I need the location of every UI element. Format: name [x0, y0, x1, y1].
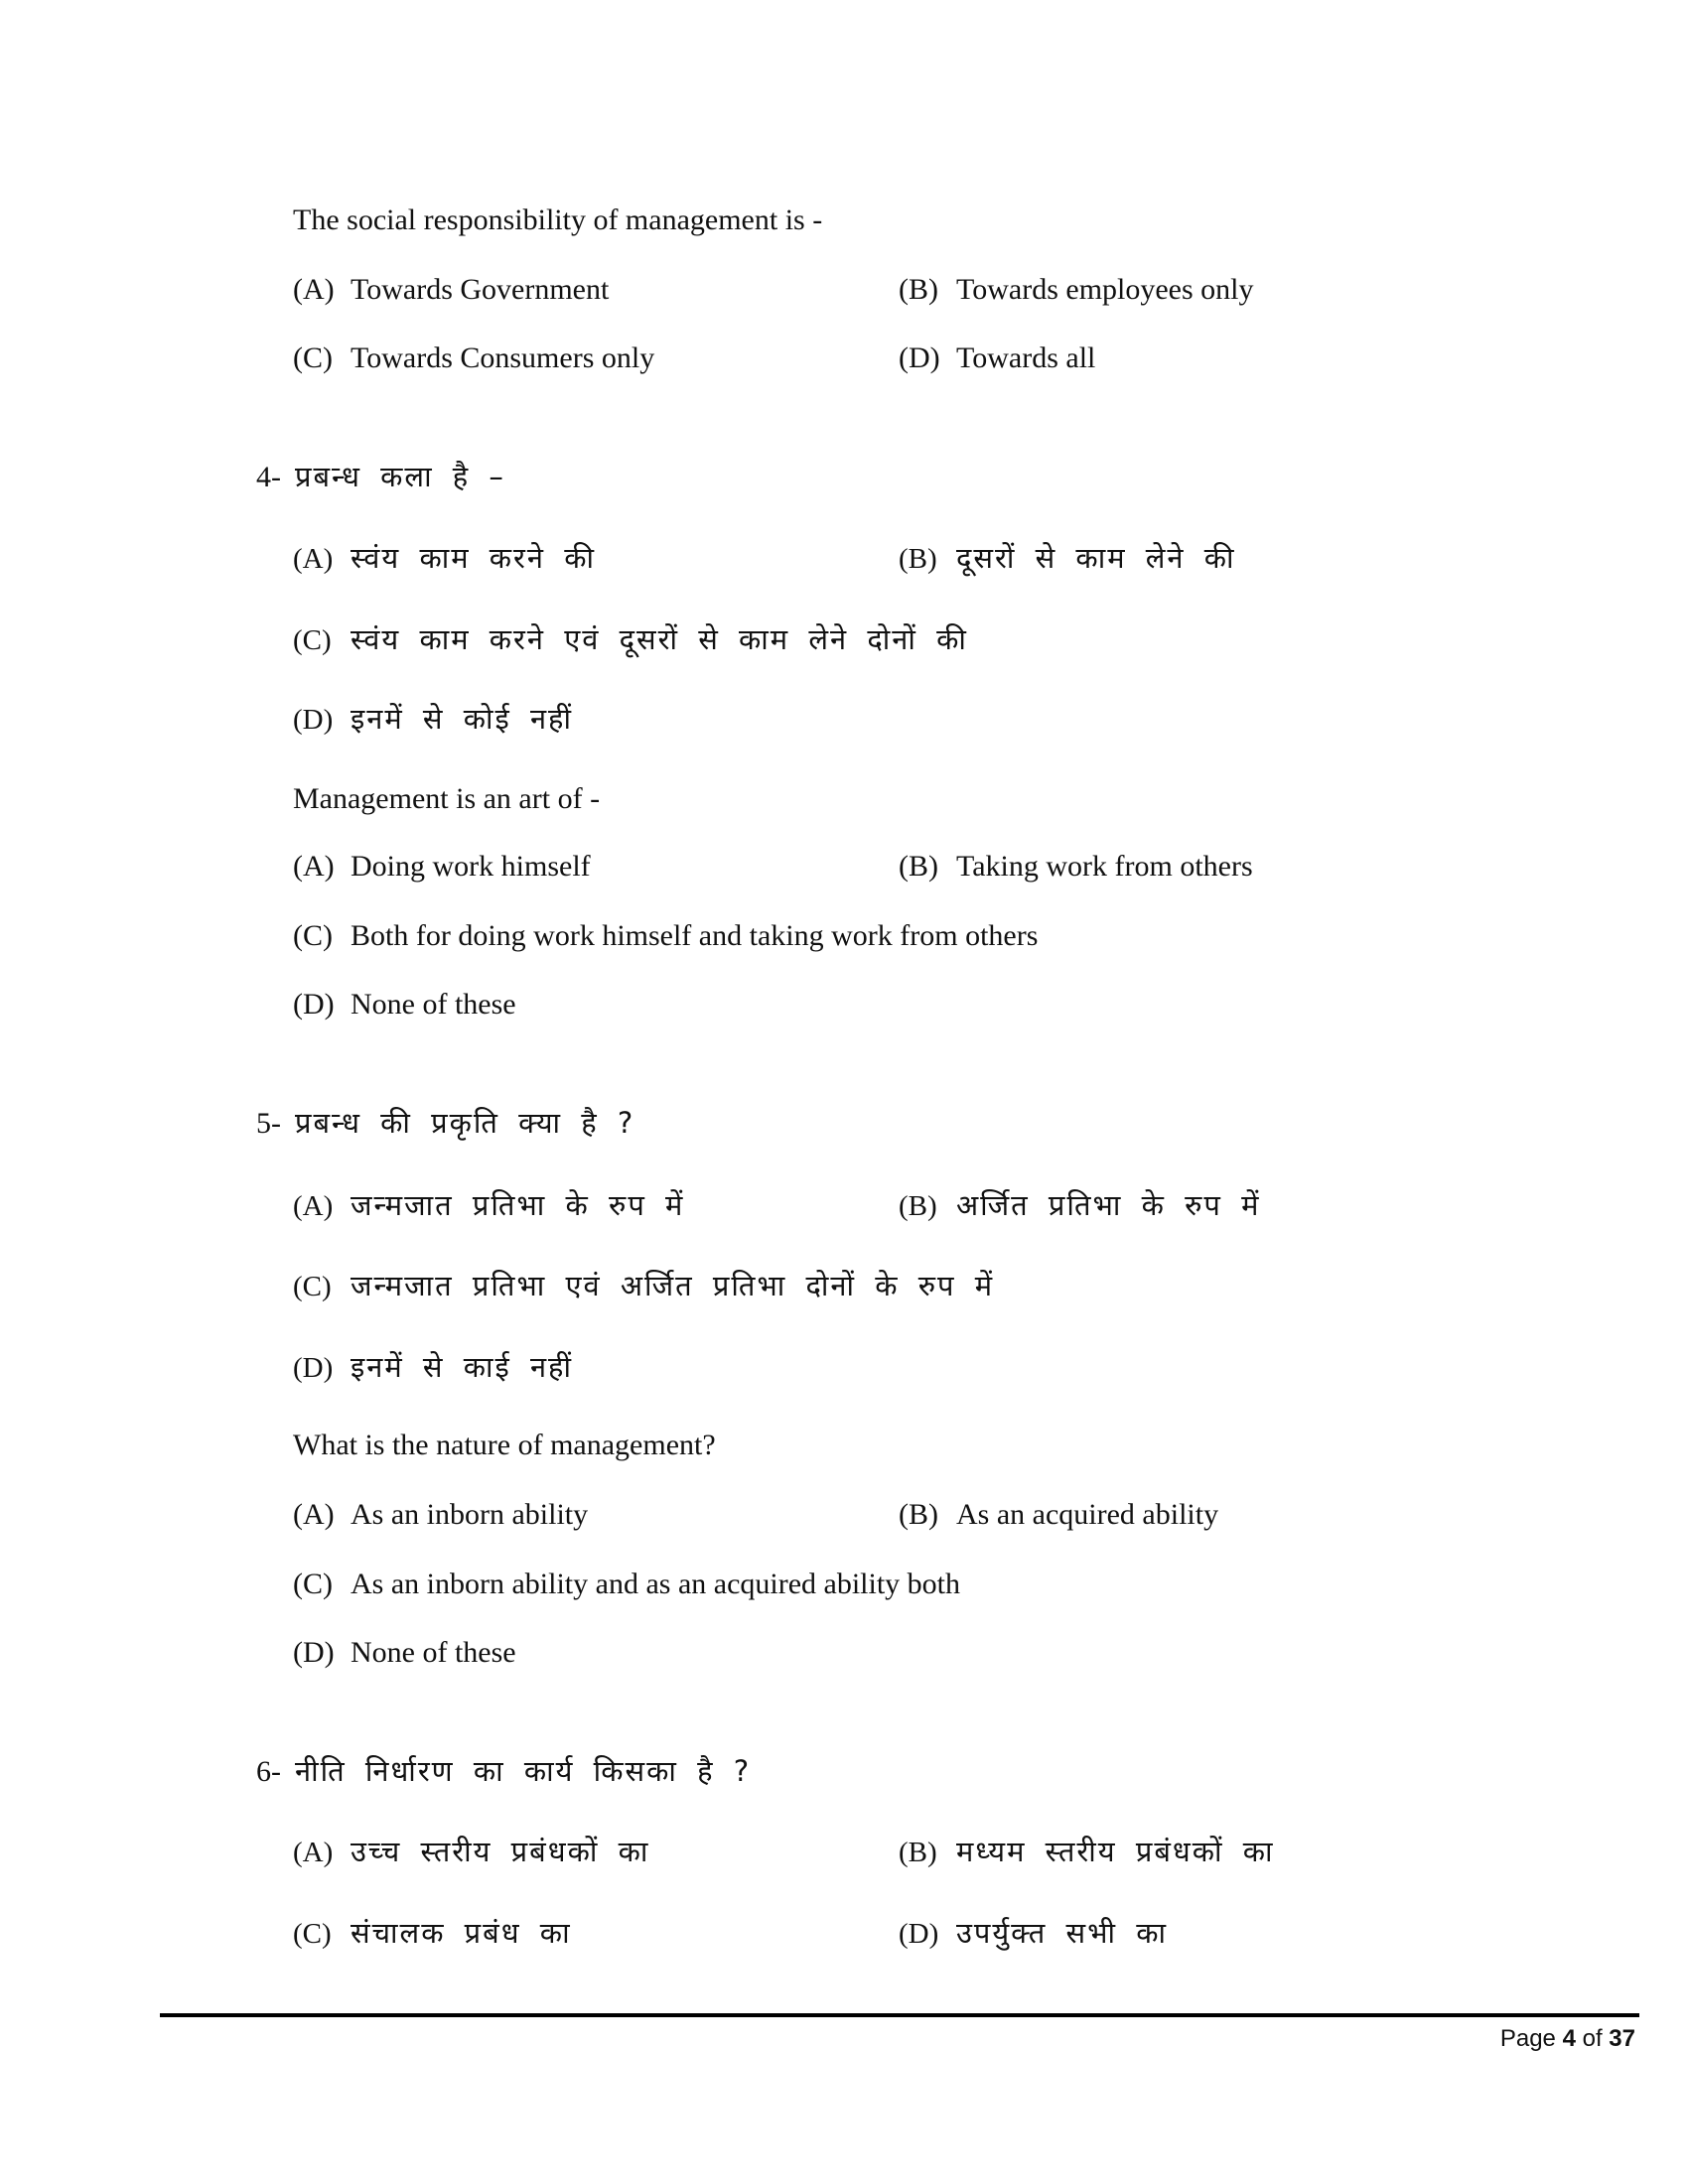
page-number: [1500, 2023, 1635, 2055]
option-label: (D): [293, 1352, 334, 1384]
question-number: 4-: [256, 461, 281, 493]
option-a: [293, 847, 591, 887]
option-c: [293, 619, 968, 659]
option-text: संचालक प्रबंध का: [351, 1916, 572, 1950]
current-page: 4: [1562, 2025, 1576, 2052]
option-c: [293, 1913, 572, 1953]
option-text: स्वंय काम करने एवं दूसरों से काम लेने दोनों की: [351, 622, 968, 656]
option-label: (B): [899, 543, 937, 575]
option-b: [899, 1495, 1218, 1535]
option-label: (D): [293, 988, 335, 1021]
option-text: स्वंय काम करने की: [351, 541, 597, 575]
option-label: (A): [293, 850, 335, 883]
question-stem: The social responsibility of management is -: [293, 204, 823, 236]
option-d: [899, 339, 1095, 378]
option-text: Doing work himself: [351, 850, 591, 883]
option-label: (B): [899, 1837, 937, 1868]
option-text: Towards Consumers only: [351, 341, 655, 374]
option-text: मध्यम स्तरीय प्रबंधकों का: [956, 1835, 1275, 1868]
option-d: [293, 1633, 516, 1673]
option-label: (B): [899, 850, 938, 883]
option-text: Towards employees only: [956, 273, 1254, 306]
option-d: [899, 1913, 1168, 1953]
option-text: जन्मजात प्रतिभा के रुप में: [351, 1188, 685, 1222]
option-b: [899, 270, 1254, 310]
option-c: [293, 1266, 994, 1305]
question-6-hindi: [256, 1751, 751, 1791]
option-c: [293, 916, 1038, 956]
option-text: Both for doing work himself and taking work from others: [351, 919, 1039, 952]
option-text: As an inborn ability: [351, 1498, 589, 1531]
footer-divider: [160, 2013, 1639, 2017]
option-label: (C): [293, 624, 332, 656]
option-label: (C): [293, 1918, 332, 1950]
total-pages: 37: [1609, 2025, 1635, 2052]
option-label: (D): [899, 1918, 939, 1950]
option-label: (A): [293, 1498, 335, 1531]
option-text: As an inborn ability and as an acquired ability both: [351, 1568, 961, 1600]
question-number: 6-: [256, 1755, 281, 1788]
option-a: [293, 1495, 588, 1535]
question-stem: Management is an art of -: [293, 782, 601, 815]
of-word: of: [1582, 2025, 1603, 2052]
option-text: Taking work from others: [956, 850, 1253, 883]
option-label: (C): [293, 919, 333, 952]
option-text: Towards Government: [351, 273, 610, 306]
question-stem: नीति निर्धारण का कार्य किसका है ?: [295, 1754, 752, 1788]
option-label: (A): [293, 273, 335, 306]
option-a: [293, 270, 609, 310]
option-d: [293, 985, 516, 1024]
option-label: (B): [899, 273, 938, 306]
option-text: उपर्युक्त सभी का: [956, 1916, 1168, 1950]
option-text: दूसरों से काम लेने की: [956, 541, 1236, 575]
option-text: Towards all: [956, 341, 1096, 374]
question-stem: प्रबन्ध कला है –: [295, 460, 505, 493]
option-a: [293, 1832, 649, 1871]
question-number: 5-: [256, 1107, 281, 1140]
option-d: [293, 1347, 573, 1387]
option-b: [899, 847, 1253, 887]
option-b: [899, 1185, 1260, 1225]
option-text: As an acquired ability: [956, 1498, 1219, 1531]
option-text: इनमें से काई नहीं: [351, 1350, 573, 1384]
option-text: None of these: [351, 1636, 516, 1669]
option-text: जन्मजात प्रतिभा एवं अर्जित प्रतिभा दोनों के रुप में: [351, 1269, 995, 1302]
option-label: (C): [293, 1568, 333, 1600]
option-d: [293, 699, 573, 739]
option-text: अर्जित प्रतिभा के रुप में: [956, 1188, 1261, 1222]
option-label: (D): [293, 704, 334, 736]
option-c: [293, 1565, 960, 1604]
question-stem: What is the nature of management?: [293, 1429, 716, 1461]
option-label: (A): [293, 1190, 334, 1222]
option-label: (A): [293, 1837, 334, 1868]
option-label: (D): [293, 1636, 335, 1669]
option-label: (A): [293, 543, 334, 575]
option-a: [293, 538, 596, 578]
option-a: [293, 1185, 684, 1225]
option-label: (D): [899, 341, 940, 374]
question-4-hindi: [256, 457, 505, 496]
option-text: इनमें से कोई नहीं: [351, 702, 573, 736]
option-c: [293, 339, 654, 378]
question-stem: प्रबन्ध की प्रकृति क्या है ?: [295, 1106, 635, 1140]
option-b: [899, 1832, 1275, 1871]
page-word: Page: [1499, 2025, 1556, 2052]
option-text: उच्च स्तरीय प्रबंधकों का: [351, 1835, 650, 1868]
option-label: (B): [899, 1190, 937, 1222]
option-label: (C): [293, 341, 333, 374]
option-text: None of these: [351, 988, 516, 1021]
option-label: (C): [293, 1271, 332, 1302]
option-label: (B): [899, 1498, 938, 1531]
question-5-hindi: [256, 1103, 634, 1143]
option-b: [899, 538, 1236, 578]
